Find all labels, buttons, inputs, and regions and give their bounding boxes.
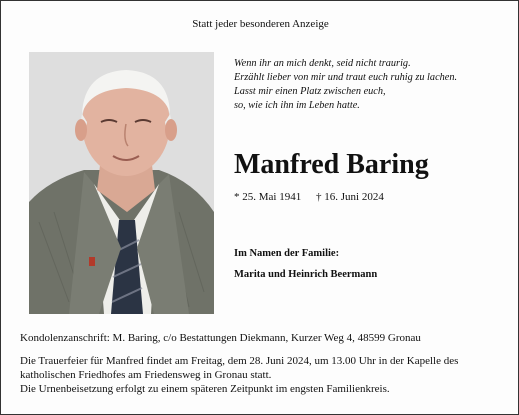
poem-line: Lasst mir einen Platz zwischen euch, xyxy=(234,86,386,97)
deceased-name: Manfred Baring xyxy=(234,149,429,180)
ceremony-info xyxy=(20,354,515,396)
ceremony-line: Die Trauerfeier für Manfred findet am Freitag, dem 28. Juni 2024, um 13.00 Uhr in der Kapelle des xyxy=(20,355,459,367)
condolence-address: Kondolenzanschrift: M. Baring, c/o Bestattungen Diekmann, Kurzer Weg 4, 48599 Gronau xyxy=(20,332,421,344)
poem-line: Erzählt lieber von mir und traut euch ruhig zu lachen. xyxy=(234,72,458,83)
life-dates xyxy=(234,191,384,203)
ceremony-line: Die Urnenbeisetzung erfolgt zu einem späteren Zeitpunkt im engsten Familienkreis. xyxy=(20,383,390,395)
family-names: Marita und Heinrich Beermann xyxy=(234,269,378,280)
poem-line: Wenn ihr an mich denkt, seid nicht traurig. xyxy=(234,58,411,69)
poem xyxy=(234,57,514,113)
death-date: † 16. Juni 2024 xyxy=(315,191,384,203)
ceremony-line: katholischen Friedhofes am Friedensweg in Gronau statt. xyxy=(20,369,272,381)
birth-date: * 25. Mai 1941 xyxy=(234,191,302,203)
portrait-photo xyxy=(29,52,214,314)
notice-header: Statt jeder besonderen Anzeige xyxy=(192,18,329,30)
poem-line: so, wie ich ihn im Leben hatte. xyxy=(234,100,360,111)
family-label: Im Namen der Familie: xyxy=(234,248,340,259)
